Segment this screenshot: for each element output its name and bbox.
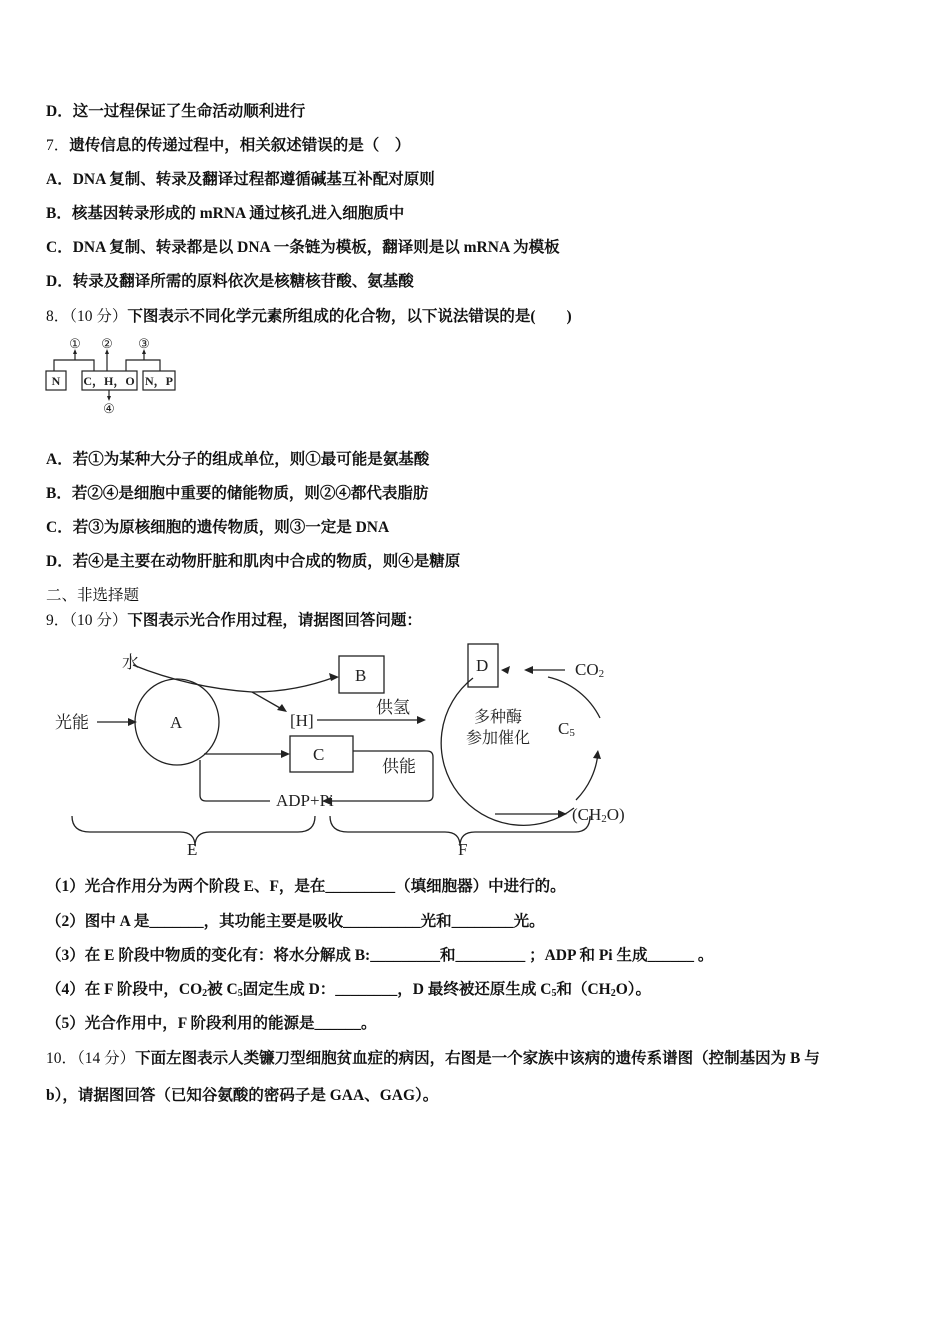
q7-number: 7． xyxy=(46,137,70,154)
label-3: ③ xyxy=(138,336,150,351)
q8-option-a: A．若①为某种大分子的组成单位，则①最可能是氨基酸 xyxy=(46,451,430,468)
q9-number: 9．（10 分） xyxy=(46,612,128,629)
light-label: 光能 xyxy=(55,713,89,732)
q8-option-b: B．若②④是细胞中重要的储能物质，则②④都代表脂肪 xyxy=(46,485,429,502)
h-label: [H] xyxy=(290,711,314,730)
q9-sub3: （3）在 E 阶段中物质的变化有：将水分解成 B:_________和_________ ；ADP 和 Pi 生成______ 。 xyxy=(46,947,714,964)
q9-sub1: （1）光合作用分为两个阶段 E、F，是在_________（填细胞器）中进行的。 xyxy=(46,878,566,895)
q7-stem-text: 遗传信息的传递过程中，相关叙述错误的是（ ） xyxy=(69,137,411,154)
label-2: ② xyxy=(101,336,113,351)
a-label: A xyxy=(170,713,183,732)
b-label: B xyxy=(355,666,367,685)
q8-element-diagram xyxy=(40,333,210,418)
q8-stem-text: 下图表示不同化学元素所组成的化合物，以下说法错误的是( ) xyxy=(127,308,572,325)
c-label: C xyxy=(313,745,325,764)
supply-hydrogen-label: 供氢 xyxy=(376,698,410,717)
label-1: ① xyxy=(69,336,81,351)
box-n-label: N xyxy=(51,374,61,388)
q8-number: 8．（10 分） xyxy=(46,308,128,325)
photosynthesis-diagram xyxy=(40,640,650,870)
q9-sub2: （2）图中 A 是_______，其功能主要是吸收__________光和________光。 xyxy=(46,913,545,930)
q7-option-a: A．DNA 复制、转录及翻译过程都遵循碱基互补配对原则 xyxy=(46,171,435,188)
q7-option-b: B．核基因转录形成的 mRNA 通过核孔进入细胞质中 xyxy=(46,205,405,222)
q6-option-d: D．这一过程保证了生命活动顺利进行 xyxy=(46,103,306,120)
q7-option-c: C．DNA 复制、转录都是以 DNA 一条链为模板，翻译则是以 mRNA 为模板 xyxy=(46,239,560,256)
ch2o-label: (CH2O) xyxy=(572,805,625,825)
label-4: ④ xyxy=(103,401,115,416)
q7-option-d: D．转录及翻译所需的原料依次是核糖核苷酸、氨基酸 xyxy=(46,273,414,290)
q9-sub4: （4）在 F 阶段中，$CO_2$被 $C_5$固定生成 D：________，D 最终被还原生成 $C_5$和$(CH_2O)$。 xyxy=(46,981,652,999)
q9-stem-text: 下图表示光合作用过程，请据图回答问题： xyxy=(127,612,422,629)
box-np-label: N，P xyxy=(145,374,173,388)
q9-stem xyxy=(46,611,422,631)
c5-label: C5 xyxy=(558,719,575,739)
q10-line1: 10．（14 分）下面左图表示人类镰刀型细胞贫血症的病因，右图是一个家族中该病的遗传系谱图（控制基因为 B 与 xyxy=(46,1050,820,1067)
q7-stem xyxy=(46,136,410,156)
q9-sub5: （5）光合作用中，F 阶段利用的能源是______。 xyxy=(46,1015,377,1032)
enzyme-line-1: 多种酶 xyxy=(473,709,523,726)
stage-f-label: F xyxy=(458,840,468,859)
adp-pi-label: ADP+Pi xyxy=(276,791,334,810)
water-label: 水 xyxy=(122,653,139,672)
q8-option-c: C．若③为原核细胞的遗传物质，则③一定是 DNA xyxy=(46,519,390,536)
box-cho-label: C，H，O xyxy=(83,374,135,388)
d-label: D xyxy=(476,656,489,675)
q8-stem xyxy=(46,307,572,327)
enzyme-line-2: 参加催化 xyxy=(465,730,531,747)
stage-e-label: E xyxy=(187,840,198,859)
supply-energy-label: 供能 xyxy=(382,757,416,776)
q10-number: 10．（14 分） xyxy=(46,1050,136,1067)
q10-line2: b），请据图回答（已知谷氨酸的密码子是 GAA、GAG）。 xyxy=(46,1087,439,1104)
section-title: 二、非选择题 xyxy=(46,587,140,604)
q8-option-d: D．若④是主要在动物肝脏和肌肉中合成的物质，则④是糖原 xyxy=(46,553,461,570)
co2-label: CO2 xyxy=(575,660,605,680)
